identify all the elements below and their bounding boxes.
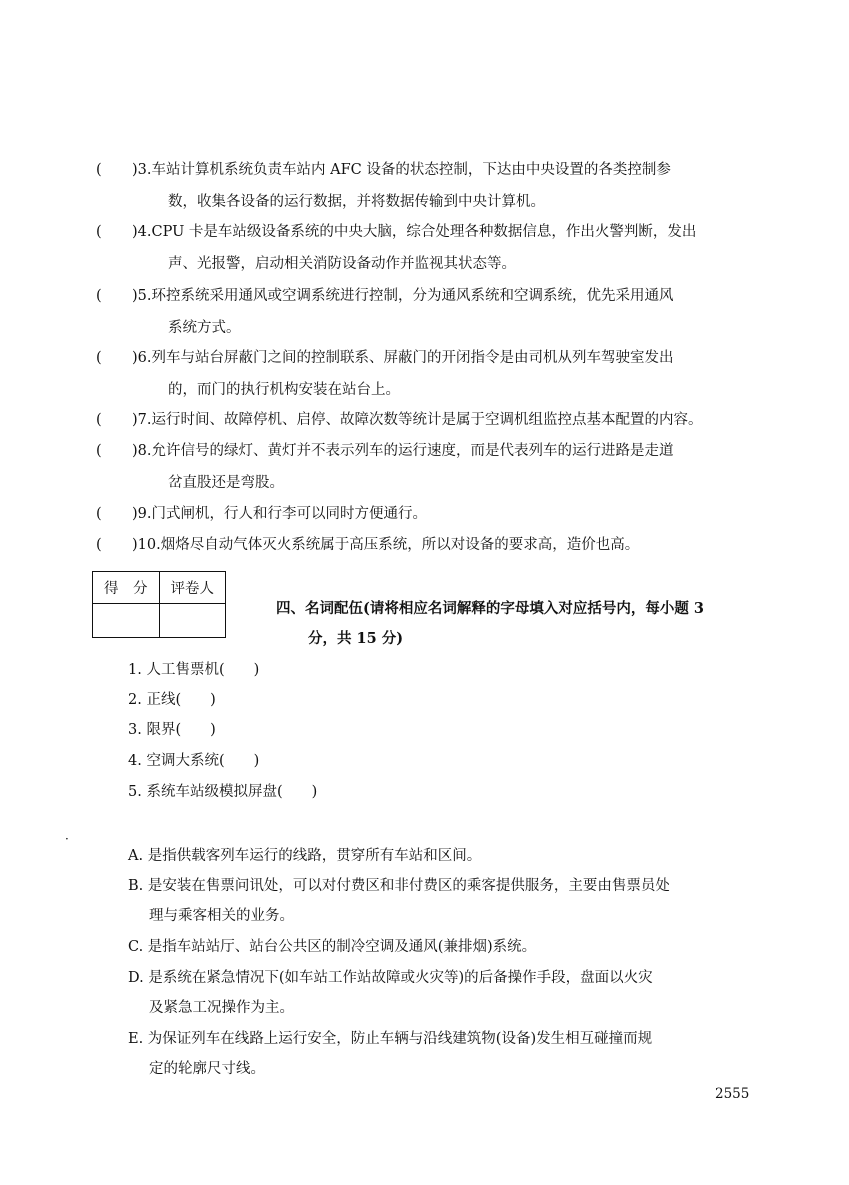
score-label: 得 分 [93,572,160,604]
answer-paren[interactable]: ( [96,537,102,553]
definition-text-continued: 及紧急工况操作为主。 [149,1000,294,1016]
item-number: )10. [132,537,161,553]
item-text-continued: 声、光报警，启动相关消防设备动作并监视其状态等。 [168,256,516,272]
section-title-line2: 分，共 15 分) [308,630,404,647]
item-text: 允许信号的绿灯、黄灯并不表示列车的运行速度，而是代表列车的运行进路是走道 [151,443,674,459]
answer-paren[interactable]: ( [96,412,102,428]
definition-a [128,841,481,871]
item-text: 列车与站台屏蔽门之间的控制联系、屏蔽门的开闭指令是由司机从列车驾驶室发出 [151,350,674,366]
term-item: 1. 人工售票机( ) [128,662,260,678]
item-number: )4. [132,224,152,240]
item-number: )7. [132,412,152,428]
item-text: CPU 卡是车站级设备系统的中央大脑，综合处理各种数据信息，作出火警判断，发出 [151,224,697,240]
definition-text: E. 为保证列车在线路上运行安全，防止车辆与沿线建筑物(设备)发生相互碰撞而规 [128,1031,653,1047]
item-number: )6. [132,350,152,366]
answer-paren[interactable]: ( [96,288,102,304]
item-number: )5. [132,288,152,304]
item-text: 门式闸机，行人和行李可以同时方便通行。 [151,506,427,522]
grader-cell[interactable] [159,604,226,638]
term-item: 4. 空调大系统( ) [128,753,260,769]
page-number: 2555 [715,1086,750,1102]
answer-paren[interactable]: ( [96,350,102,366]
definition-text: A. 是指供载客列车运行的线路，贯穿所有车站和区间。 [128,848,482,864]
definition-e [128,1024,652,1084]
item-text-continued: 岔直股还是弯股。 [168,475,284,491]
answer-paren[interactable]: ( [96,224,102,240]
item-text: 车站计算机系统负责车站内 AFC 设备的状态控制，下达由中央设置的各类控制参 [151,162,671,178]
score-box [92,571,226,638]
answer-paren[interactable]: ( [96,506,102,522]
score-cell[interactable] [93,604,160,638]
definition-text: D. 是系统在紧急情况下(如车站工作站故障或火灾等)的后备操作手段，盘面以火灾 [128,970,653,986]
definition-c [128,932,536,962]
definition-b [128,871,670,931]
item-text: 烟烙尽自动气体灭火系统属于高压系统，所以对设备的要求高，造价也高。 [160,537,640,553]
item-number: )8. [132,443,152,459]
item-text: 环控系统采用通风或空调系统进行控制，分为通风系统和空调系统，优先采用通风 [151,288,674,304]
definition-text-continued: 理与乘客相关的业务。 [149,908,294,924]
grader-label: 评卷人 [159,572,226,604]
item-number: )9. [132,506,152,522]
definition-d [128,963,653,1023]
answer-paren[interactable]: ( [96,443,102,459]
definition-text: C. 是指车站站厅、站台公共区的制冷空调及通风(兼排烟)系统。 [128,939,537,955]
term-item: 3. 限界( ) [128,722,216,738]
item-number: )3. [132,162,152,178]
stray-mark: · [65,832,69,846]
term-item: 5. 系统车站级模拟屏盘( ) [128,784,318,800]
section-title [276,594,766,654]
definition-text: B. 是安装在售票问讯处，可以对付费区和非付费区的乘客提供服务，主要由售票员处 [128,878,670,894]
answer-paren[interactable]: ( [96,162,102,178]
item-text: 运行时间、故障停机、启停、故障次数等统计是属于空调机组监控点基本配置的内容。 [151,412,703,428]
term-item: 2. 正线( ) [128,692,216,708]
item-text-continued: 数，收集各设备的运行数据，并将数据传输到中央计算机。 [168,194,545,210]
item-text-continued: 系统方式。 [168,320,241,336]
item-text-continued: 的，而门的执行机构安装在站台上。 [168,382,400,398]
definition-text-continued: 定的轮廓尺寸线。 [149,1061,265,1077]
section-title-line1: 四、名词配伍(请将相应名词解释的字母填入对应括号内，每小题 3 [276,600,704,617]
